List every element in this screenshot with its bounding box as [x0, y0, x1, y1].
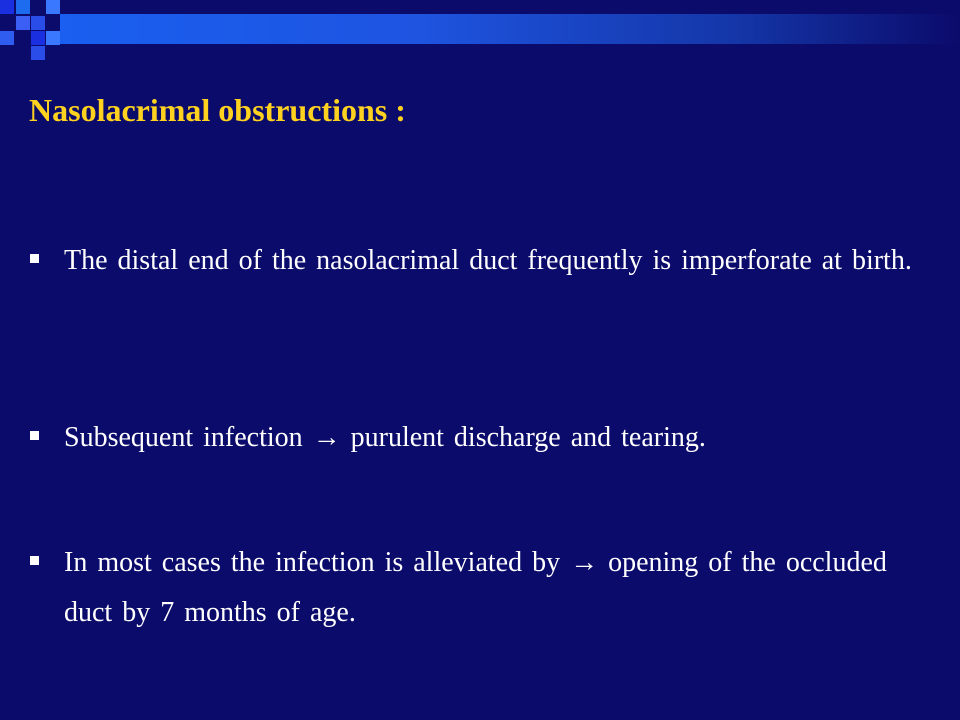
bullet-text: Subsequent infection → purulent discharge and tearing. [64, 422, 706, 453]
square-bullet-icon [30, 254, 39, 263]
bullet-text: The distal end of the nasolacrimal duct frequently is imperforate at birth. [64, 245, 912, 276]
bullet-text: In most cases the infection is alleviated by → opening of the occluded duct by 7 months of age. [64, 547, 887, 628]
slide-title: Nasolacrimal obstructions : [29, 92, 406, 128]
square-bullet-icon [30, 556, 39, 565]
header-accent-bar [60, 14, 960, 44]
square-bullet-icon [30, 431, 39, 440]
